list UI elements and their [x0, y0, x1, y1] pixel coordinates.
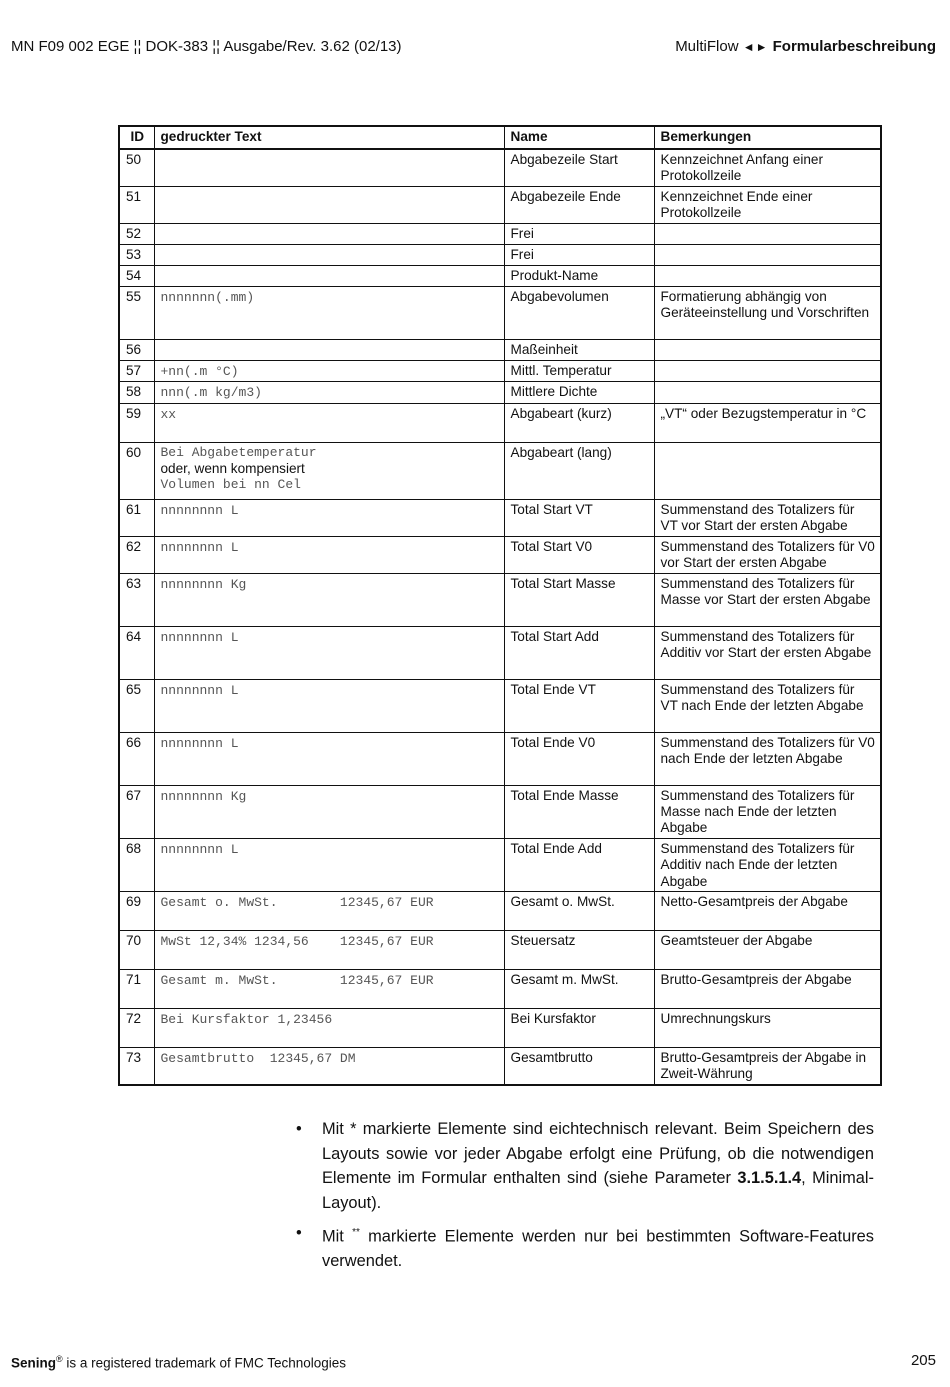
- cell-printed-text: [154, 149, 504, 186]
- printed-text-value: nnn(.m kg/m3): [160, 385, 262, 401]
- table-row: [119, 892, 881, 931]
- cell-name: Abgabevolumen: [504, 286, 654, 339]
- table-row: [119, 970, 881, 1009]
- cell-remark: Formatierung abhängig von Geräteeinstellung und Vorschriften: [654, 286, 881, 339]
- cell-printed-text: [154, 360, 504, 381]
- cell-printed-text: [154, 785, 504, 838]
- cell-printed-text: [154, 403, 504, 442]
- cell-name: Produkt-Name: [504, 265, 654, 286]
- cell-id: 52: [119, 223, 154, 244]
- column-header-printed-text: gedruckter Text: [154, 126, 504, 149]
- cell-printed-text: [154, 732, 504, 785]
- table-row: [119, 339, 881, 360]
- cell-printed-text: [154, 286, 504, 339]
- cell-name: Abgabeart (lang): [504, 442, 654, 499]
- cell-name: Frei: [504, 223, 654, 244]
- cell-remark: Netto-Gesamtpreis der Abgabe: [654, 892, 881, 931]
- cell-name: Bei Kursfaktor: [504, 1009, 654, 1048]
- cell-remark: Summenstand des Totalizers für Masse vor Start der ersten Abgabe: [654, 573, 881, 626]
- note-text: Mit * markierte Elemente sind eichtechnisch relevant. Beim Speichern des Layouts sowie vor jeder Abgabe erfolgt eine Prüfung, ob die notwendigen Elemente im Formular enthalten sind (siehe Parameter: [322, 1120, 874, 1187]
- cell-id: 70: [119, 931, 154, 970]
- cell-name: Total Start VT: [504, 499, 654, 536]
- cell-id: 57: [119, 360, 154, 381]
- cell-remark: Kennzeichnet Anfang einer Protokollzeile: [654, 149, 881, 186]
- cell-id: 64: [119, 626, 154, 679]
- cell-name: Frei: [504, 244, 654, 265]
- cell-remark: Kennzeichnet Ende einer Protokollzeile: [654, 186, 881, 223]
- cell-remark: [654, 382, 881, 403]
- cell-printed-text: [154, 838, 504, 891]
- printed-text-value: Bei Kursfaktor 1,23456: [160, 1012, 333, 1028]
- bullet-icon: •: [296, 1120, 302, 1138]
- cell-id: 60: [119, 442, 154, 499]
- cell-name: Abgabeart (kurz): [504, 403, 654, 442]
- cell-name: Total Ende V0: [504, 732, 654, 785]
- table-row: [119, 265, 881, 286]
- footer-trademark-text: is a registered trademark of FMC Technologies: [62, 1355, 347, 1371]
- cell-id: 53: [119, 244, 154, 265]
- header-arrows-icon: ◄►: [742, 40, 769, 54]
- footer-trademark: [11, 1354, 346, 1371]
- cell-printed-text: [154, 1009, 504, 1048]
- bullet-icon: •: [296, 1224, 302, 1242]
- printed-text-line: oder, wenn kompensiert: [160, 461, 305, 477]
- table-row: [119, 573, 881, 626]
- printed-text-value: nnnnnnnn L: [160, 735, 239, 751]
- cell-id: 58: [119, 382, 154, 403]
- header-title: Formularbeschreibung: [772, 38, 936, 55]
- printed-text-value: nnnnnnnn L: [160, 682, 239, 698]
- cell-remark: Summenstand des Totalizers für VT nach Ende der letzten Abgabe: [654, 679, 881, 732]
- printed-text-line: Bei Abgabetemperatur: [160, 444, 317, 460]
- cell-remark: Summenstand des Totalizers für V0 vor Start der ersten Abgabe: [654, 536, 881, 573]
- printed-text-value: nnnnnnnn L: [160, 629, 239, 645]
- cell-name: Total Start Add: [504, 626, 654, 679]
- header-section-title: [675, 38, 936, 55]
- cell-printed-text: [154, 573, 504, 626]
- cell-id: 62: [119, 536, 154, 573]
- printed-text-value: Gesamtbrutto 12345,67 DM: [160, 1051, 356, 1067]
- registered-mark: ®: [56, 1354, 63, 1364]
- cell-printed-text: [154, 382, 504, 403]
- page-number: 205: [910, 1352, 936, 1369]
- cell-name: Abgabezeile Start: [504, 149, 654, 186]
- table-row: [119, 149, 881, 186]
- cell-name: Maßeinheit: [504, 339, 654, 360]
- table-row: [119, 244, 881, 265]
- cell-name: Steuersatz: [504, 931, 654, 970]
- cell-remark: [654, 360, 881, 381]
- cell-printed-text: [154, 1048, 504, 1085]
- printed-text-value: Gesamt m. MwSt. 12345,67 EUR: [160, 973, 434, 989]
- note-text-end: markierte Elemente werden nur bei bestimmten Software-Features verwendet.: [322, 1227, 874, 1270]
- cell-id: 66: [119, 732, 154, 785]
- footer-brand: Sening: [11, 1355, 57, 1371]
- cell-remark: Summenstand des Totalizers für VT vor Start der ersten Abgabe: [654, 499, 881, 536]
- column-header-name: Name: [504, 126, 654, 149]
- printed-text-value: xx: [160, 406, 177, 422]
- cell-printed-text: [154, 223, 504, 244]
- cell-printed-text: [154, 265, 504, 286]
- note-item: [296, 1221, 874, 1273]
- table-row: [119, 679, 881, 732]
- cell-name: Total Ende VT: [504, 679, 654, 732]
- cell-remark: Summenstand des Totalizers für V0 nach Ende der letzten Abgabe: [654, 732, 881, 785]
- note-text: Mit: [322, 1227, 353, 1246]
- table-row: [119, 286, 881, 339]
- cell-remark: „VT“ oder Bezugstemperatur in °C: [654, 403, 881, 442]
- cell-printed-text: [154, 626, 504, 679]
- table-row: [119, 186, 881, 223]
- cell-printed-text: [154, 442, 504, 499]
- cell-id: 67: [119, 785, 154, 838]
- cell-printed-text: [154, 892, 504, 931]
- printed-text-value: nnnnnnnn Kg: [160, 576, 247, 592]
- header-document-id: MN F09 002 EGE ¦¦ DOK-383 ¦¦ Ausgabe/Rev. 3.62 (02/13): [11, 38, 402, 55]
- printed-text-value: nnnnnnn(.mm): [160, 289, 255, 305]
- cell-id: 71: [119, 970, 154, 1009]
- printed-text-value: MwSt 12,34% 1234,56 12345,67 EUR: [160, 934, 434, 950]
- table-row: [119, 931, 881, 970]
- table-row: [119, 360, 881, 381]
- cell-printed-text: [154, 186, 504, 223]
- cell-remark: [654, 442, 881, 499]
- cell-remark: Summenstand des Totalizers für Masse nach Ende der letzten Abgabe: [654, 785, 881, 838]
- printed-text-value: nnnnnnnn L: [160, 502, 239, 518]
- cell-remark: [654, 339, 881, 360]
- cell-name: Mittl. Temperatur: [504, 360, 654, 381]
- cell-id: 63: [119, 573, 154, 626]
- table-row: [119, 626, 881, 679]
- cell-printed-text: [154, 339, 504, 360]
- cell-id: 73: [119, 1048, 154, 1085]
- table-row: [119, 442, 881, 499]
- cell-id: 55: [119, 286, 154, 339]
- cell-id: 54: [119, 265, 154, 286]
- cell-name: Total Start V0: [504, 536, 654, 573]
- cell-id: 72: [119, 1009, 154, 1048]
- note-marker: **: [352, 1227, 360, 1238]
- printed-text-value: Gesamt o. MwSt. 12345,67 EUR: [160, 895, 434, 911]
- table-row: [119, 382, 881, 403]
- cell-name: Gesamt o. MwSt.: [504, 892, 654, 931]
- column-header-id: ID: [119, 126, 154, 149]
- cell-name: Total Ende Add: [504, 838, 654, 891]
- cell-id: 68: [119, 838, 154, 891]
- cell-remark: Umrechnungskurs: [654, 1009, 881, 1048]
- note-text-end: , Minimal-Layout).: [322, 1169, 874, 1212]
- cell-printed-text: [154, 679, 504, 732]
- table-row: [119, 785, 881, 838]
- table-row: [119, 1009, 881, 1048]
- printed-text-value: nnnnnnnn L: [160, 539, 239, 555]
- cell-name: Gesamtbrutto: [504, 1048, 654, 1085]
- cell-name: Abgabezeile Ende: [504, 186, 654, 223]
- cell-remark: Brutto-Gesamtpreis der Abgabe: [654, 970, 881, 1009]
- cell-remark: Brutto-Gesamtpreis der Abgabe in Zweit-Währung: [654, 1048, 881, 1085]
- cell-printed-text: [154, 970, 504, 1009]
- cell-id: 69: [119, 892, 154, 931]
- table-row: [119, 732, 881, 785]
- table-row: [119, 838, 881, 891]
- cell-name: Gesamt m. MwSt.: [504, 970, 654, 1009]
- cell-name: Total Start Masse: [504, 573, 654, 626]
- cell-id: 56: [119, 339, 154, 360]
- cell-printed-text: [154, 499, 504, 536]
- table-row: [119, 499, 881, 536]
- cell-remark: [654, 244, 881, 265]
- printed-text-value: +nn(.m °C): [160, 363, 239, 379]
- printed-text-value: nnnnnnnn L: [160, 841, 239, 857]
- cell-id: 51: [119, 186, 154, 223]
- cell-printed-text: [154, 244, 504, 265]
- cell-printed-text: [154, 536, 504, 573]
- cell-remark: Geamtsteuer der Abgabe: [654, 931, 881, 970]
- column-header-remarks: Bemerkungen: [654, 126, 881, 149]
- cell-remark: [654, 223, 881, 244]
- cell-id: 65: [119, 679, 154, 732]
- cell-name: Mittlere Dichte: [504, 382, 654, 403]
- cell-id: 59: [119, 403, 154, 442]
- table-row: [119, 1048, 881, 1085]
- cell-name: Total Ende Masse: [504, 785, 654, 838]
- table-row: [119, 536, 881, 573]
- table-row: [119, 223, 881, 244]
- note-parameter-ref: 3.1.5.1.4: [737, 1169, 802, 1187]
- cell-remark: [654, 265, 881, 286]
- notes-list: [296, 1117, 874, 1279]
- table-row: [119, 403, 881, 442]
- cell-id: 50: [119, 149, 154, 186]
- form-elements-table: [118, 125, 882, 1086]
- note-item: [296, 1117, 874, 1215]
- cell-remark: Summenstand des Totalizers für Additiv nach Ende der letzten Abgabe: [654, 838, 881, 891]
- printed-text-value: nnnnnnnn Kg: [160, 788, 247, 804]
- cell-id: 61: [119, 499, 154, 536]
- table-header-row: [119, 126, 881, 149]
- printed-text-line: Volumen bei nn Cel: [160, 477, 301, 493]
- cell-printed-text: [154, 931, 504, 970]
- cell-remark: Summenstand des Totalizers für Additiv vor Start der ersten Abgabe: [654, 626, 881, 679]
- header-app-name: MultiFlow: [675, 38, 739, 55]
- table-body: [119, 149, 881, 1085]
